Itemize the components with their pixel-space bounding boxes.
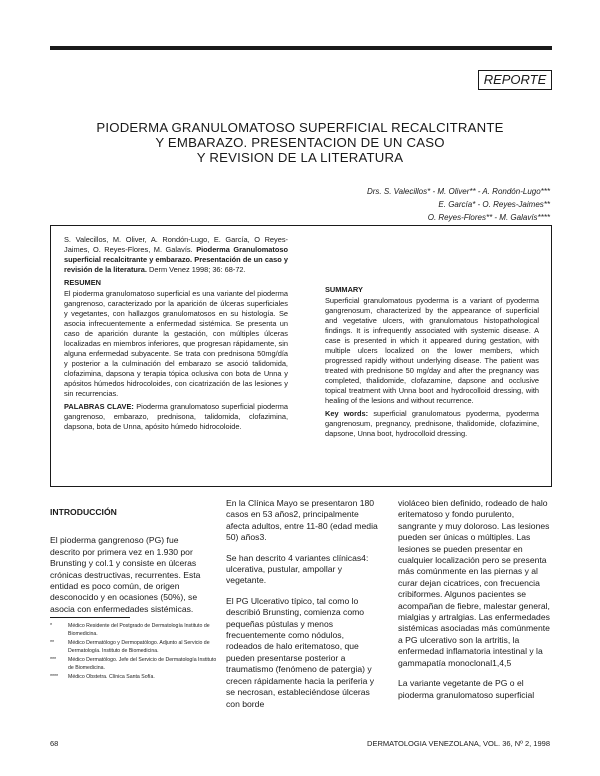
palabras-clave-text: Pioderma granulomatoso superficial pioderma gangrenoso, embarazo, prednisona, talidomida, clofazimina, dapsona, bota de Unna, apósito húmedo hidrocoloide. xyxy=(64,402,288,431)
footnote xyxy=(50,674,220,682)
citation-title: Pioderma Granulomatoso superficial recalcitrante y embarazo. Presentación de un caso y revisión de la literatura. xyxy=(64,245,288,274)
citation xyxy=(64,235,288,275)
body-paragraph: El PG Ulcerativo típico, tal como lo describió Brunsting, comienza como pequeñas pústulas y menos frecuentemente como nódulos, rodeados de halo eritematoso, que pueden presentarse posterior a traumatismo (fenómeno de patergia) y crecen rápidamente hacia la periferia y se necrosan, estableciéndose úlceras con borde xyxy=(226,595,375,709)
footnote-rule xyxy=(50,617,130,618)
footnote-mark: *** xyxy=(50,657,57,663)
key-words-label: Key words: xyxy=(325,409,369,418)
body-column-3 xyxy=(398,498,553,710)
key-words-text: superficial granulomatous pyoderma, pyoderma gangrenosum, pregnancy, prednisone, thalidomide, clofazimine, dapsone, Unna boot, hydrocolloid dressing. xyxy=(325,409,540,438)
top-rule xyxy=(50,46,552,50)
summary-text: Superficial granulomatous pyoderma is a variant of pyoderma gangrenosum, characterized by the appearance of superficial and vegetative ulcers, with granulomatous histopathological findings. It is infrequently associated with systemic disease. A case is presented in which it appeared during gestation, with multiple ulcers localized on the lower members, which progressed rapidly without underlying disease. The patient was treated with prednisone 50 mg/day and after the pregnancy was completed, thalidomide, clofazamine, dapsone and occlusive topical treatment with Unna boot and hydrocolloid dressing, with healing of the lesions and without recurrence. xyxy=(325,296,539,405)
footnote-text: Médico Obstetra. Clínica Santa Sofía. xyxy=(68,674,155,680)
citation-authors: S. Valecillos, M. Oliver, A. Rondón-Lugo, E. García, O Reyes-Jaimes, O. Reyes-Flores, M. Galavís. xyxy=(64,235,288,254)
intro-heading: INTRODUCCIÓN xyxy=(50,507,117,517)
journal-footer: DERMATOLOGIA VENEZOLANA, VOL. 36, Nº 2, 1998 xyxy=(367,739,550,748)
body-paragraph: Se han descrito 4 variantes clínicas4: ulcerativa, pustular, ampollar y vegetante. xyxy=(226,552,369,586)
footnote-text: Médico Dermatólogo y Dermopatólogo. Adjunto al Servicio de Dermatología. Instituto de Biomedicina. xyxy=(68,640,210,654)
page-number: 68 xyxy=(50,739,59,748)
title-line: PIODERMA GRANULOMATOSO SUPERFICIAL RECALCITRANTE xyxy=(96,120,504,135)
article-title xyxy=(50,120,550,165)
footnote-mark: ** xyxy=(50,640,55,646)
body-column-1 xyxy=(50,507,205,624)
footnote-text: Médico Dermatólogo. Jefe del Servicio de Dermatología Instituto de Biomedicina. xyxy=(68,657,217,671)
title-line: Y REVISION DE LA LITERATURA xyxy=(196,150,404,165)
footnote xyxy=(50,623,220,638)
authors-block xyxy=(150,185,550,224)
body-paragraph: En la Clínica Mayo se presentaron 180 casos en 53 años2, principalmente afecta adultos, entre 11-80 (edad media 50) años3. xyxy=(226,498,378,543)
key-words xyxy=(325,409,539,439)
author-line: O. Reyes-Flores** - M. Galavís**** xyxy=(427,213,550,222)
section-label: REPORTE xyxy=(478,70,552,90)
body-column-2 xyxy=(226,498,381,719)
footnotes xyxy=(50,623,220,684)
palabras-clave-label: PALABRAS CLAVE: xyxy=(64,402,134,411)
author-line: E. García* - O. Reyes-Jaimes** xyxy=(438,200,550,209)
footnote-mark: * xyxy=(50,623,53,629)
resumen-column xyxy=(64,235,288,435)
summary-heading: SUMMARY xyxy=(325,285,363,294)
title-line: Y EMBARAZO. PRESENTACION DE UN CASO xyxy=(155,135,445,150)
summary-column xyxy=(325,285,539,442)
body-paragraph: violáceo bien definido, rodeado de halo eritematoso y fondo purulento, sangrante y muy doloroso. Las lesiones pueden ser únicas o múltiples. Las lesiones se pueden presentar en cualquier localización pero se presenta más comúnmente en las piernas y al curar dejan cicatrices, con frecuencia cribiformes. Algunos pacientes se acompañan de fiebre, malestar general, mialgias y artralgias. Las enfermedades sistémicas asociadas más comúnmente a PG ulcerativo son la artritis, la enfermedad inflamatoria intestinal y la gammapatía monoclonal1,4,5 xyxy=(398,498,550,668)
author-line: Drs. S. Valecillos* - M. Oliver** - A. Rondón-Lugo*** xyxy=(366,187,550,196)
citation-journal: Derm Venez 1998; 36: 68-72. xyxy=(149,265,246,274)
body-paragraph: La variante vegetante de PG o el pioderma granulomatoso superficial xyxy=(398,678,535,700)
resumen-text: El pioderma granulomatoso superficial es una variante del pioderma gangrenoso, caracterizado por la aparición de úlceras superficiales y vegetantes, con hallazgos granulomatosos en su histología. Se asocia infrecuentemente a enfermedad sistémica. Se presenta un caso de aparición durante la gestación, con múltiples úlceras localizadas en miembros inferiores, que progresan rápidamente, sin alguna enfermedad subyacente. Se trata con prednisona 50mg/día y posterior a la culminación del embarazo se asoció talidomida, clofazimina, dapsona y terapia tópica oclusiva con bota de Unna y apósitos húmedos hidrocoloides, con cicatrización de las lesiones y sin recurrencias. xyxy=(64,289,288,398)
palabras-clave xyxy=(64,402,288,432)
body-paragraph: El pioderma gangrenoso (PG) fue descrito por primera vez en 1.930 por Brunsting y col.1 y consiste en úlceras crónicas destructivas, recurrentes. Esta entidad es poco común, de origen desconocido y en ocasiones (50%), se asocia con enfermedades sistémicas. xyxy=(50,535,201,614)
footnote-text: Médico Residente del Postgrado de Dermatología Instituto de Biomedicina. xyxy=(68,623,210,637)
footnote xyxy=(50,657,220,672)
resumen-heading: RESUMEN xyxy=(64,278,101,287)
footnote xyxy=(50,640,220,655)
footnote-mark: **** xyxy=(50,674,59,680)
